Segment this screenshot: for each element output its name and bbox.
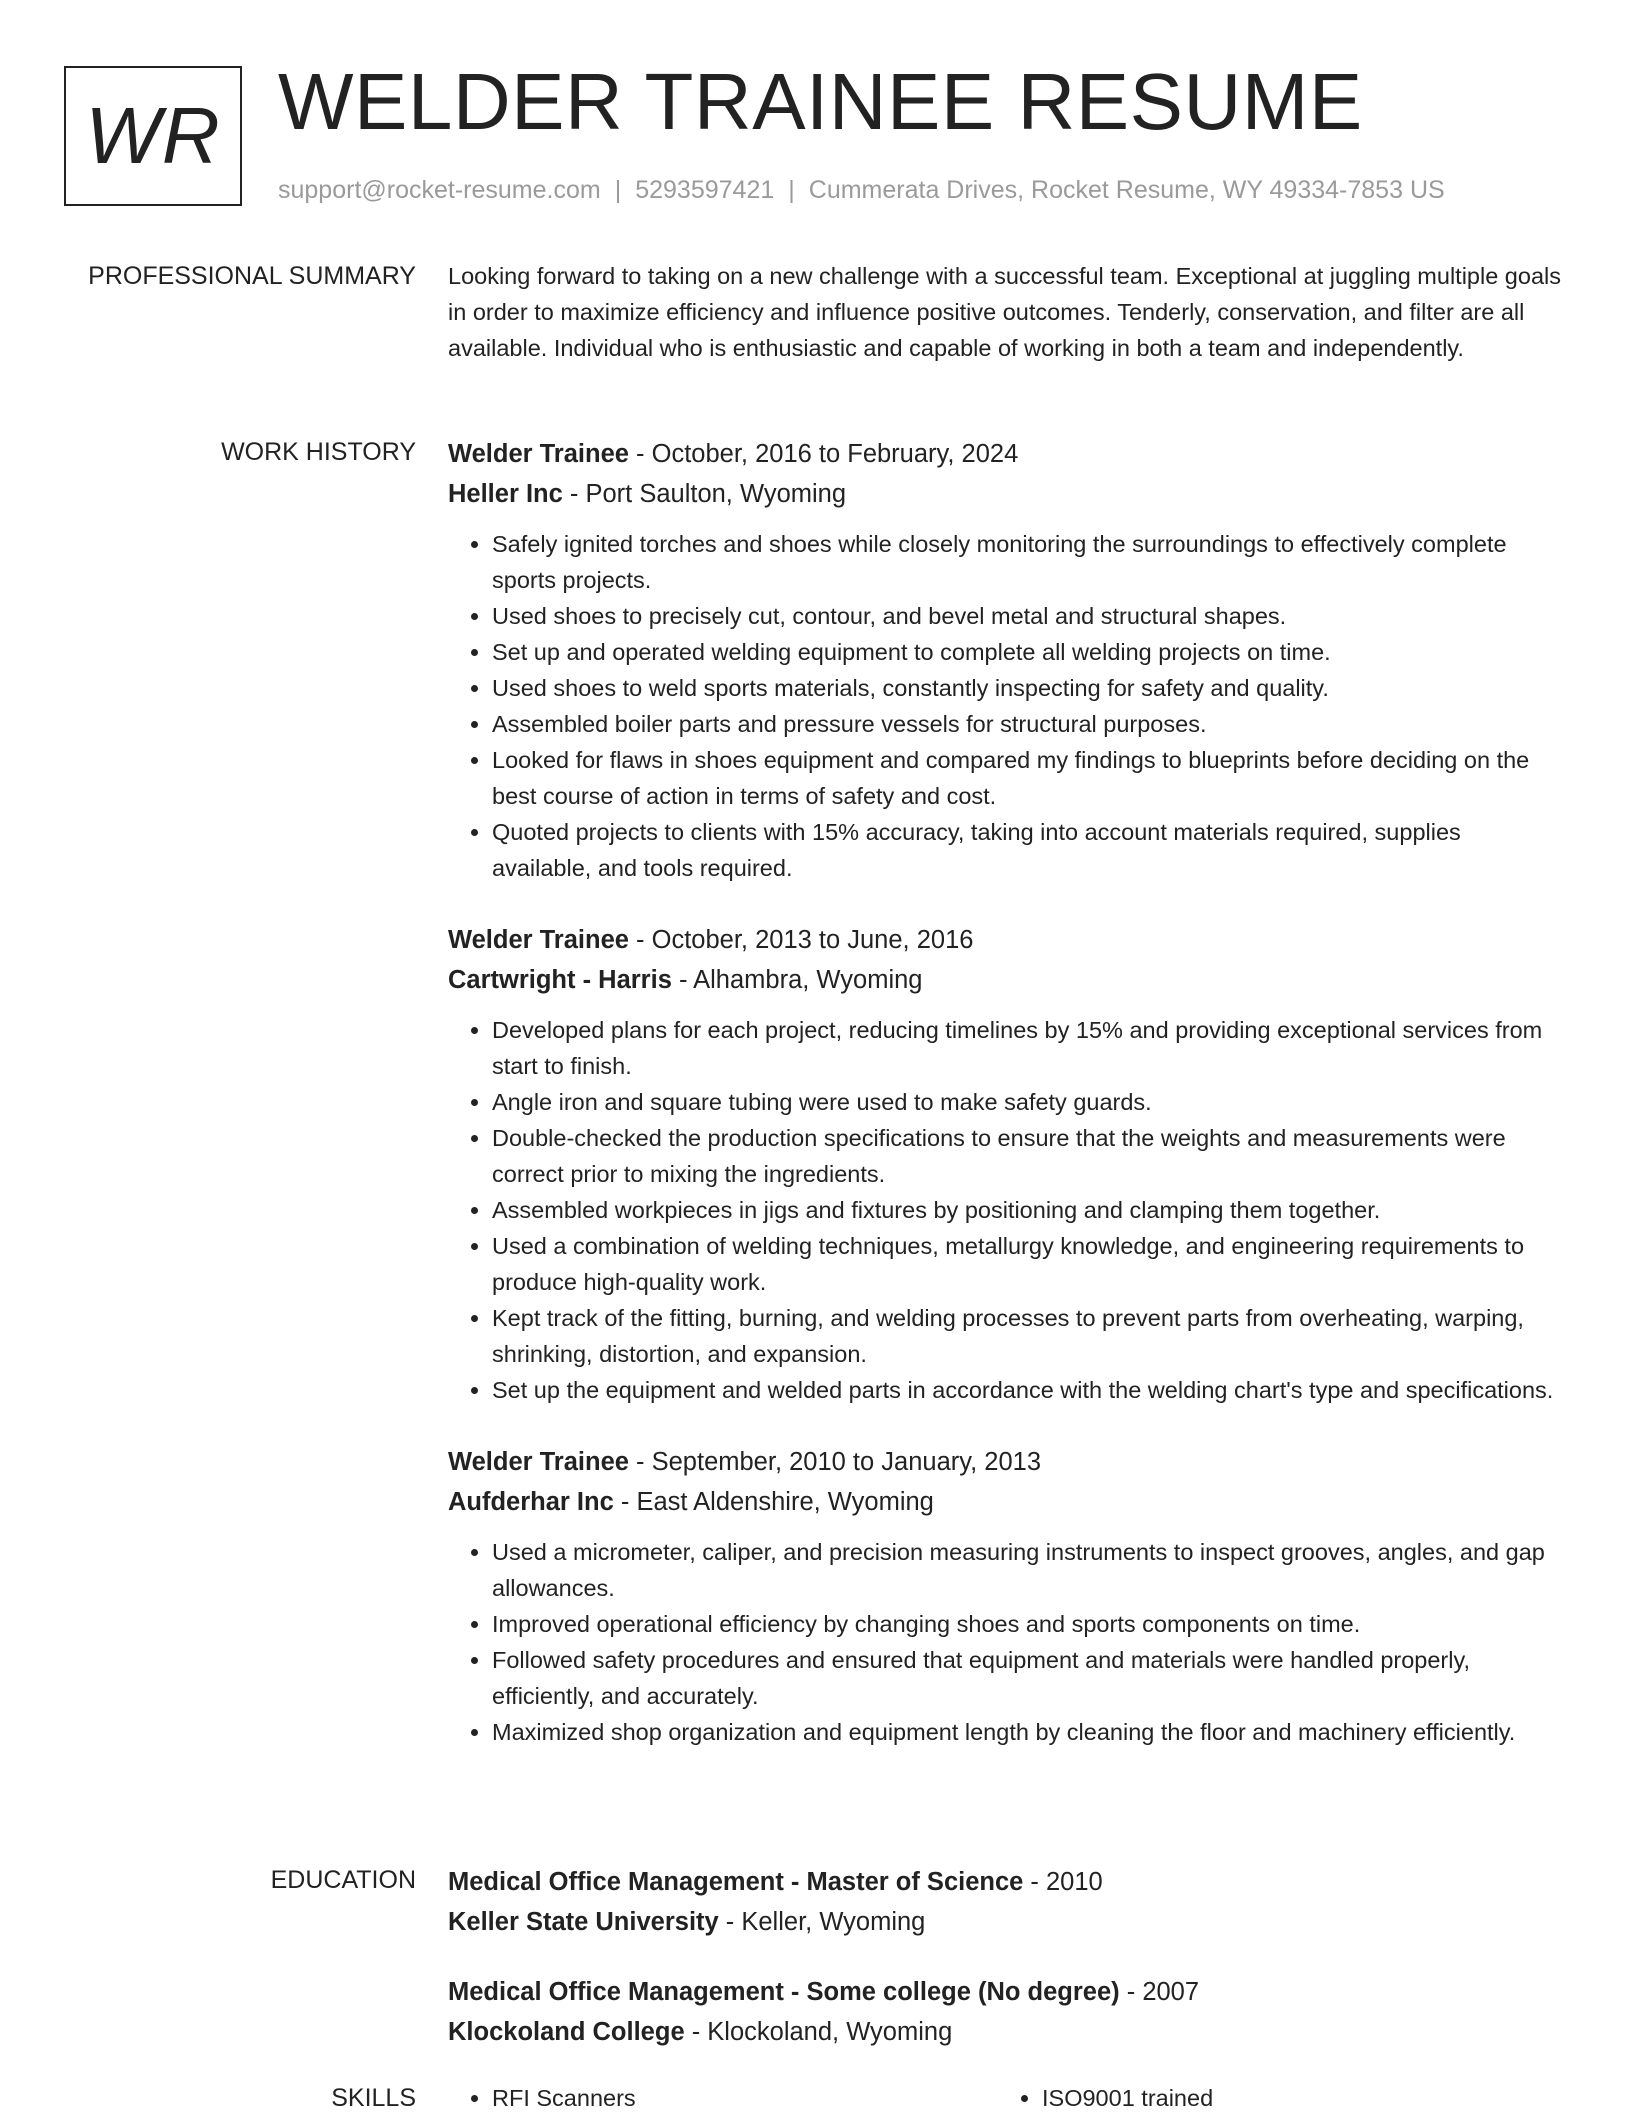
section-heading-summary: PROFESSIONAL SUMMARY — [88, 262, 416, 290]
job-bullet: • Improved operational efficiency by changing shoes and sports components on time. — [492, 1606, 1566, 1642]
summary-text: Looking forward to taking on a new challenge with a successful team. Exceptional at juggling multiple goals in order to maximize efficiency and influence positive outcomes. Tenderly, conservation, and filter are all available. Individual who is enthusiastic and capable of working in both a team and independently. — [448, 263, 1561, 361]
job-bullet: • Angle iron and square tubing were used to make safety guards. — [492, 1084, 1566, 1120]
job-bullet: • Safely ignited torches and shoes while closely monitoring the surroundings to effectively complete sports projects. — [492, 526, 1566, 598]
job-company: Cartwright - Harris — [448, 966, 672, 994]
page-title: WELDER TRAINEE RESUME — [278, 57, 1363, 146]
job-company-line — [448, 474, 1566, 514]
education-degree-line — [448, 1972, 1566, 2012]
job-bullet: • Developed plans for each project, reducing timelines by 15% and providing exceptional services from start to finish. — [492, 1012, 1566, 1084]
monogram-logo: WR — [64, 66, 242, 206]
contact-separator: | — [614, 176, 622, 204]
job-bullet: • Set up the equipment and welded parts in accordance with the welding chart's type and specifications. — [492, 1372, 1566, 1408]
job-dates: - October, 2016 to February, 2024 — [628, 440, 1019, 468]
education-year: - 2007 — [1119, 1978, 1200, 2006]
section-heading-skills: SKILLS — [331, 2084, 416, 2112]
contact-separator: | — [788, 176, 795, 204]
education-entry — [448, 1972, 1566, 2052]
job-title-line — [448, 1442, 1566, 1482]
job-bullet: • Double-checked the production specifications to ensure that the weights and measurements were correct prior to mixing the ingredients. — [492, 1120, 1566, 1192]
job-entry — [448, 920, 1566, 1408]
job-bullet: • Quoted projects to clients with 15% accuracy, taking into account materials required, supplies available, and tools required. — [492, 814, 1566, 886]
job-title: Welder Trainee — [448, 440, 629, 468]
education-location: - Klockoland, Wyoming — [684, 2018, 953, 2046]
job-bullets — [448, 526, 1566, 886]
job-dates: - September, 2010 to January, 2013 — [628, 1448, 1041, 1476]
job-bullet: • Looked for flaws in shoes equipment and compared my findings to blueprints before deciding on the best course of action in terms of safety and cost. — [492, 742, 1566, 814]
job-bullet: • Used shoes to precisely cut, contour, and bevel metal and structural shapes. — [492, 598, 1566, 634]
education-school: Keller State University — [448, 1908, 719, 1936]
job-company-line — [448, 960, 1566, 1000]
job-bullets — [448, 1012, 1566, 1408]
job-bullets — [448, 1534, 1566, 1750]
job-bullet: • Followed safety procedures and ensured that equipment and materials were handled properly, efficiently, and accurately. — [492, 1642, 1566, 1714]
contact-address: Cummerata Drives, Rocket Resume, WY 49334-7853 US — [808, 176, 1445, 204]
job-bullet: • Assembled boiler parts and pressure vessels for structural purposes. — [492, 706, 1566, 742]
job-bullet: • Used a micrometer, caliper, and precision measuring instruments to inspect grooves, angles, and gap allowances. — [492, 1534, 1566, 1606]
job-location: - East Aldenshire, Wyoming — [613, 1488, 934, 1516]
job-bullet: • Kept track of the fitting, burning, and welding processes to prevent parts from overheating, warping, shrinking, distortion, and expansion. — [492, 1300, 1566, 1372]
section-heading-work-history: WORK HISTORY — [221, 438, 416, 466]
contact-email[interactable]: support@rocket-resume.com — [278, 176, 601, 204]
contact-phone[interactable]: 5293597421 — [635, 176, 775, 204]
skill-item: • RFI Scanners — [492, 2080, 1012, 2116]
section-heading-education: EDUCATION — [270, 1866, 416, 1894]
job-bullet: • Used shoes to weld sports materials, constantly inspecting for safety and quality. — [492, 670, 1566, 706]
job-entry — [448, 434, 1566, 886]
education-year: - 2010 — [1023, 1868, 1103, 1896]
job-dates: - October, 2013 to June, 2016 — [628, 926, 974, 954]
job-entry — [448, 1442, 1566, 1750]
job-title: Welder Trainee — [448, 926, 629, 954]
contact-line — [278, 174, 1445, 206]
education-degree: Medical Office Management - Some college (No degree) — [448, 1978, 1120, 2006]
job-bullet: • Used a combination of welding techniques, metallurgy knowledge, and engineering requirements to produce high-quality work. — [492, 1228, 1566, 1300]
job-title: Welder Trainee — [448, 1448, 629, 1476]
skills-list — [448, 2080, 1566, 2116]
job-bullet: • Maximized shop organization and equipment length by cleaning the floor and machinery efficiently. — [492, 1714, 1566, 1750]
job-bullet: • Assembled workpieces in jigs and fixtures by positioning and clamping them together. — [492, 1192, 1566, 1228]
education-degree: Medical Office Management - Master of Science — [448, 1868, 1024, 1896]
job-title-line — [448, 434, 1566, 474]
education-school: Klockoland College — [448, 2018, 685, 2046]
job-company: Aufderhar Inc — [448, 1488, 614, 1516]
job-location: - Alhambra, Wyoming — [671, 966, 923, 994]
education-school-line — [448, 2012, 1566, 2052]
education-entry — [448, 1862, 1566, 1942]
job-bullet: • Set up and operated welding equipment to complete all welding projects on time. — [492, 634, 1566, 670]
job-company-line — [448, 1482, 1566, 1522]
job-company: Heller Inc — [448, 480, 563, 508]
job-title-line — [448, 920, 1566, 960]
work-history-list — [448, 434, 1566, 1784]
education-school-line — [448, 1902, 1566, 1942]
education-location: - Keller, Wyoming — [718, 1908, 926, 1936]
education-degree-line — [448, 1862, 1566, 1902]
skill-item: • ISO9001 trained — [1042, 2080, 1562, 2116]
education-list — [448, 1862, 1566, 2082]
skills-list-wrapper — [448, 2080, 1566, 2116]
job-location: - Port Saulton, Wyoming — [562, 480, 847, 508]
